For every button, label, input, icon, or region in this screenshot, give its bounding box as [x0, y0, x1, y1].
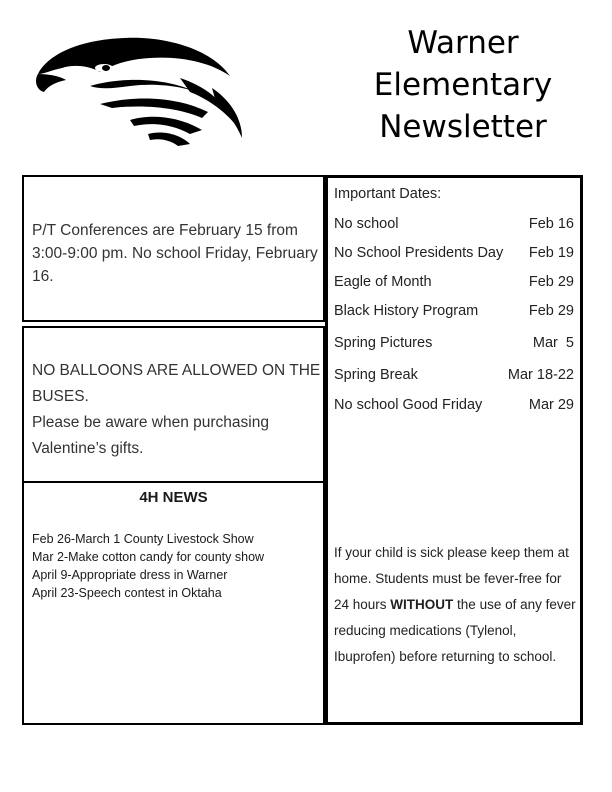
- date-value: Feb 29: [528, 274, 574, 290]
- date-value: Feb 16: [528, 216, 574, 232]
- title-line: Elementary: [373, 67, 553, 103]
- news-4h-box: [22, 481, 325, 725]
- title-line: Warner: [407, 25, 519, 61]
- list-item: Feb 26-March 1 County Livestock Show: [32, 532, 254, 546]
- date-event: No School Presidents Day: [334, 245, 504, 261]
- sick-policy-text-end: the use of any fever reducing medications (Tylenol, Ibuprofen) before returning to school.: [334, 597, 576, 664]
- date-event: Eagle of Month: [334, 274, 432, 290]
- sick-policy-text: If your child is sick please keep them at home. Students must be fever-free for 24 hours: [334, 545, 569, 612]
- date-event: Spring Break: [334, 367, 418, 383]
- date-event: No school: [334, 216, 399, 232]
- news-4h-heading: 4H NEWS: [139, 489, 208, 506]
- date-event: Spring Pictures: [334, 335, 433, 351]
- balloons-notice: [32, 358, 322, 462]
- date-value: Mar 18-22: [507, 367, 574, 383]
- balloons-warning: NO BALLOONS ARE ALLOWED ON THE BUSES.: [32, 362, 321, 405]
- date-event: Black History Program: [334, 303, 479, 319]
- date-event: No school Good Friday: [334, 397, 483, 413]
- balloons-box: [22, 326, 325, 483]
- sick-policy-emphasis: WITHOUT: [390, 597, 454, 612]
- list-item: Mar 2-Make cotton candy for county show: [32, 550, 265, 564]
- date-value: Mar 5: [532, 335, 574, 351]
- eagle-logo-icon: [30, 28, 245, 148]
- important-dates-box: [325, 175, 583, 725]
- valentine-note: Please be aware when purchasing Valentine’s gifts.: [32, 414, 269, 457]
- conferences-box: [22, 175, 325, 322]
- date-value: Feb 19: [528, 245, 574, 261]
- list-item: April 23-Speech contest in Oktaha: [32, 586, 222, 600]
- list-item: April 9-Appropriate dress in Warner: [32, 568, 228, 582]
- date-value: Feb 29: [528, 303, 574, 319]
- news-4h-list: [32, 530, 322, 602]
- date-value: Mar 29: [528, 397, 574, 413]
- conferences-text: P/T Conferences are February 15 from 3:00-9:00 pm. No school Friday, February 16.: [32, 222, 318, 285]
- sick-policy-notice: [334, 540, 578, 670]
- title-line: Newsletter: [379, 109, 547, 145]
- important-dates-heading: Important Dates:: [334, 186, 442, 202]
- newsletter-title: [338, 22, 588, 148]
